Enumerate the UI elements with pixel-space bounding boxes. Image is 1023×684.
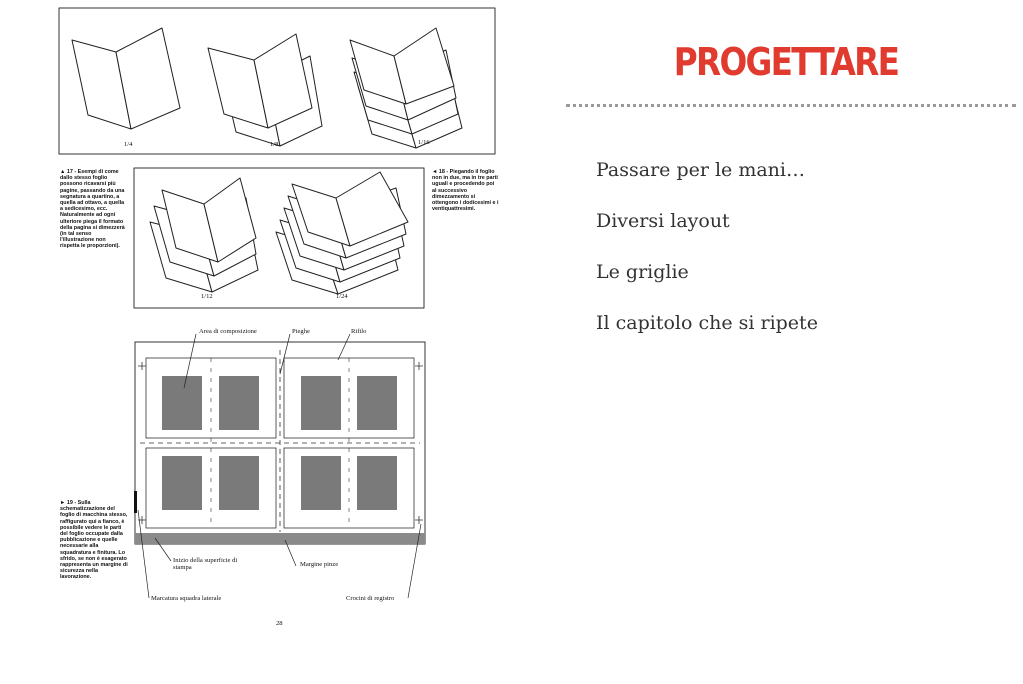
label-inizio-superficie-stampa: Inizio della superficie di stampa bbox=[173, 557, 238, 572]
label-crocini-di-registro: Crocini di registro bbox=[346, 595, 395, 602]
fold-twelfth-drawing bbox=[150, 178, 258, 292]
fold-label: 1/8 bbox=[270, 141, 279, 148]
page-number: 28 bbox=[276, 620, 283, 627]
fold-eighth-drawing bbox=[208, 34, 322, 146]
fold-label: 1/4 bbox=[124, 141, 133, 148]
label-rifilo: Rifilo bbox=[351, 328, 367, 335]
label-margine-pinze: Margine pinze bbox=[300, 561, 339, 568]
label-pieghe: Pieghe bbox=[292, 328, 310, 335]
caption-figure-18: ◄ 18 - Piegando il foglio non in due, ma in tre parti uguali e procedendo poi al successivo dimezzamento si ottengono i dodicesimi e i ventiquattresimi. bbox=[432, 169, 499, 213]
list-item: Le griglie bbox=[596, 261, 689, 283]
caption-figure-17: ▲ 17 - Esempi di come dallo stesso foglio possono ricavarsi più pagine, passando da una segnatura a quartino, a quella ad ottavo, a quella a sedicesimo, ecc. Naturalmente ad ogni ulteriore piega il formato della pagina si dimezzerà (in tal senso l'illustrazione non rispetta le proporzioni). bbox=[60, 169, 125, 250]
topic-list bbox=[596, 152, 818, 356]
fold-label: 1/12 bbox=[201, 293, 213, 300]
slide-title: PROGETTARE bbox=[673, 40, 899, 84]
list-item: Il capitolo che si ripete bbox=[596, 312, 818, 334]
list-item: Passare per le mani… bbox=[596, 159, 805, 181]
list-item: Diversi layout bbox=[596, 210, 730, 232]
fold-twentyfourth-drawing bbox=[276, 172, 408, 294]
fold-sixteenth-drawing bbox=[350, 28, 462, 148]
fold-quarter-drawing bbox=[72, 28, 180, 129]
fold-label: 1/24 bbox=[336, 293, 348, 300]
fold-label: 1/16 bbox=[418, 139, 430, 146]
dotted-divider bbox=[566, 104, 1016, 107]
caption-figure-19: ► 19 - Sulla schematizzazione del foglio di macchina stesso, raffigurato qui a fianco, è possibile vedere le parti del foglio occupate dalla pubblicazione e quelle necessarie alla squadratura e finitura. Lo sfrido, se non è esagerato rappresenta un margine di sicurezza nella lavorazione. bbox=[60, 500, 128, 581]
press-sheet-schematic bbox=[134, 342, 425, 544]
label-area-di-composizione: Area di composizione bbox=[199, 328, 257, 335]
label-marcatura-squadra: Marcatura squadra laterale bbox=[151, 595, 222, 602]
